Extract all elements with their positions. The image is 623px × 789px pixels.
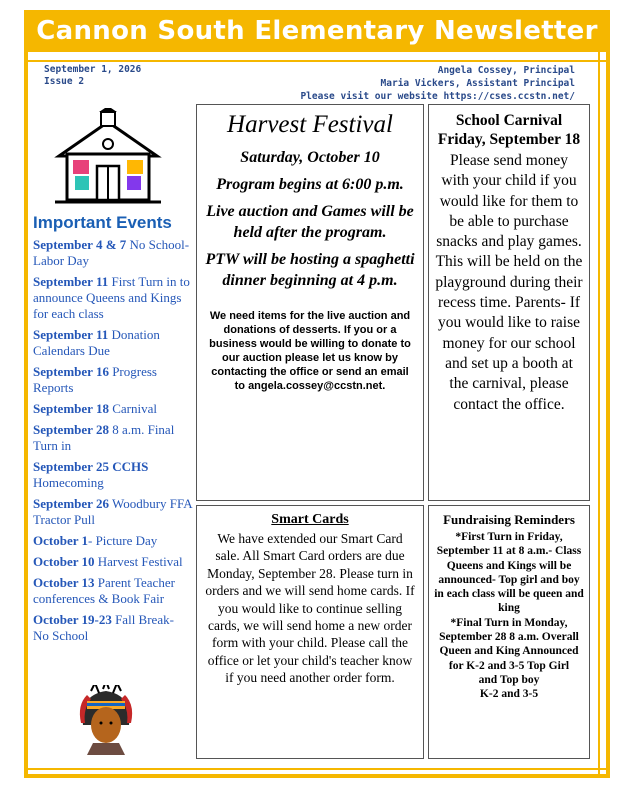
principal-name: Angela Cossey, Principal — [437, 65, 575, 76]
fundraising-line: K-2 and 3-5 — [479, 688, 539, 701]
event-date: September 16 — [33, 364, 109, 379]
newsletter-title: Cannon South Elementary Newsletter — [36, 16, 598, 46]
event-date: September 11 — [33, 274, 109, 289]
event-item — [33, 459, 193, 491]
event-text: Donation Calendars Due — [33, 327, 160, 358]
sidebar — [33, 108, 193, 649]
event-text: - Picture Day — [88, 533, 158, 548]
event-text: No School-Labor Day — [33, 237, 190, 268]
harvest-date: Saturday, October 10 — [240, 149, 380, 166]
event-item — [33, 401, 193, 417]
event-text: Progress Reports — [33, 364, 157, 395]
carnival-title: School Carnival Friday, September 18 — [437, 112, 581, 148]
harvest-donation-note: We need items for the live auction and donations of desserts. If you or a business would be willing to donate to our auction please let us know by contacting the office or send an email to angela.cossey@ccstn.net. — [209, 310, 411, 392]
event-text: Harvest Festival — [94, 554, 183, 569]
event-date: September 18 — [33, 401, 109, 416]
event-date: October 19-23 — [33, 612, 112, 627]
event-text: Parent Teacher conferences & Book Fair — [33, 575, 175, 606]
mascot-icon — [73, 685, 139, 755]
events-list — [33, 237, 193, 644]
event-date: September 25 CCHS — [33, 459, 149, 474]
event-item — [33, 533, 193, 549]
school-carnival-box — [428, 104, 590, 501]
event-item — [33, 364, 193, 396]
event-date: October 13 — [33, 575, 95, 590]
fundraising-line: *First Turn in Friday, September 11 at 8 a.m.- Class Queens and Kings will be announced- Top girl and boy in each class will be queen and king — [434, 531, 584, 615]
issue-date: September 1, 2026 — [44, 64, 142, 75]
event-item — [33, 575, 193, 607]
harvest-title: Harvest Festival — [227, 111, 393, 138]
event-text: Homecoming — [33, 475, 104, 490]
event-date: September 28 — [33, 422, 109, 437]
event-text: Carnival — [108, 401, 157, 416]
harvest-festival-box — [196, 104, 424, 501]
event-text: 8 a.m. Final Turn in — [33, 422, 175, 453]
event-date: September 26 — [33, 496, 109, 511]
event-item — [33, 612, 193, 644]
fundraising-line: *Final Turn in Monday, September 28 8 a.m. Overall Queen and King Announced for K-2 and 3-5 Top Girl — [439, 616, 579, 672]
event-item — [33, 237, 193, 269]
event-item — [33, 422, 193, 454]
smart-cards-body: We have extended our Smart Card sale. All Smart Card orders are due Monday, September 28. Please turn in orders and we will send home cards. If you would like to continue selling cards, we will send home a new order form with your child. Please call the office or let your child's teacher know if you need another order form. — [205, 531, 415, 686]
schoolhouse-icon — [53, 108, 163, 204]
header-divider — [24, 60, 610, 62]
harvest-dinner: PTW will be hosting a spaghetti dinner beginning at 4 p.m. — [205, 251, 415, 289]
harvest-program-time: Program begins at 6:00 p.m. — [216, 176, 404, 193]
event-item — [33, 496, 193, 528]
issue-number: Issue 2 — [44, 76, 85, 87]
event-date: September 11 — [33, 327, 109, 342]
event-date: October 10 — [33, 554, 95, 569]
carnival-body: Please send money with your child if you would like for them to be able to purchase snacks and play games. This will be held on the playground during their recess time. Parents- If you would like to raise money for our school and set up a booth at the carnival, please contact the office. — [435, 152, 583, 413]
issue-info — [44, 64, 141, 88]
footer-divider — [24, 768, 610, 770]
events-heading: Important Events — [33, 213, 172, 232]
event-date: September 4 & 7 — [33, 237, 127, 252]
event-item — [33, 327, 193, 359]
website-link[interactable]: Please visit our website https://cses.ccstn.net/ — [300, 91, 575, 102]
event-item — [33, 274, 193, 322]
right-inner-rule — [598, 10, 600, 778]
assistant-principal-name: Maria Vickers, Assistant Principal — [380, 78, 575, 89]
event-date: October 1 — [33, 533, 88, 548]
event-text: First Turn in to announce Queens and Kings for each class — [33, 274, 190, 321]
smart-cards-box — [196, 505, 424, 759]
fundraising-title: Fundraising Reminders — [443, 512, 575, 527]
staff-info — [300, 64, 575, 103]
fundraising-line: and Top boy — [478, 673, 540, 686]
title-bar — [24, 10, 610, 52]
event-text: Fall Break- No School — [33, 612, 174, 643]
event-text: Woodbury FFA Tractor Pull — [33, 496, 192, 527]
fundraising-box — [428, 505, 590, 759]
event-item — [33, 554, 193, 570]
harvest-auction: Live auction and Games will be held after the program. — [206, 203, 414, 241]
smart-cards-title: Smart Cards — [271, 512, 349, 527]
